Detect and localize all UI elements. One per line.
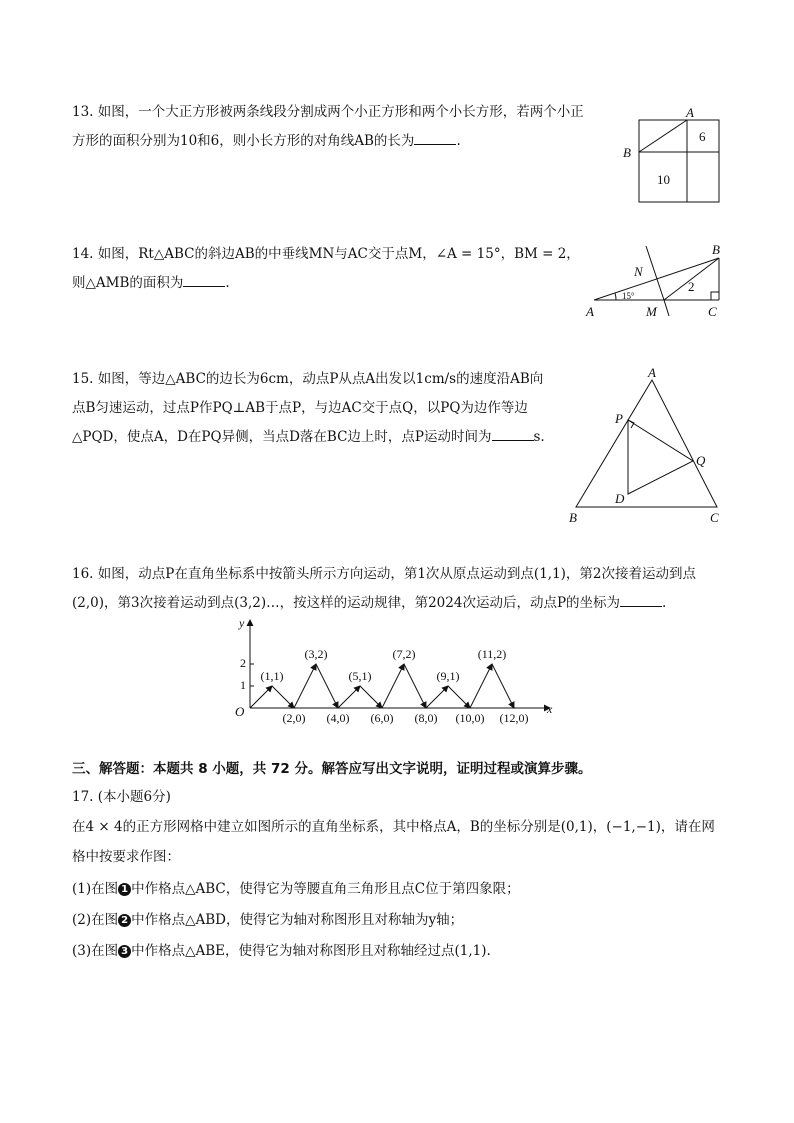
q14-line2 (72, 269, 592, 298)
q14-text (72, 240, 592, 298)
q16-point-label-4: (4,0) (326, 711, 350, 725)
q16-move-segment-1 (250, 686, 272, 708)
q17-item1-a: (1)在图 (72, 881, 119, 897)
q16-line2 (72, 589, 772, 618)
q16-chart (225, 615, 565, 725)
q14-label-a: A (586, 304, 594, 319)
q14-line1: 14. 如图，Rt△ABC的斜边AB的中垂线MN与AC交于点M，∠A = 15°，BM = 2， (72, 246, 580, 262)
q17-item2-a: (2)在图 (72, 912, 119, 928)
q16-point-label-1: (1,1) (260, 669, 284, 683)
q16-point-label-3: (3,2) (304, 647, 328, 661)
q15-text (72, 365, 572, 452)
q14-label-n: N (634, 264, 643, 279)
q15-figure (565, 365, 735, 530)
q15-line3-text: △PQD，使点A，D在PQ异侧，当点D落在BC边上时，点P运动时间为 (72, 429, 492, 445)
q17-line1: 在4 × 4的正方形网格中建立如图所示的直角坐标系，其中格点A，B的坐标分别是(0,1)，(−1,−1)，请在网 (72, 819, 715, 835)
q16-move-segment-7 (382, 664, 404, 708)
q15-line3 (72, 423, 572, 452)
q14-label-bm: 2 (688, 279, 695, 294)
q13-text (72, 98, 612, 156)
q15-label-b: B (569, 510, 577, 525)
q16-move-segment-2 (272, 686, 294, 708)
q15-label-p: P (615, 411, 623, 426)
q13-figure (620, 102, 720, 212)
q13-line2-text: 方形的面积分别为10和6，则小长方形的对角线AB的长为 (72, 133, 415, 149)
q17-item2-b: 中作格点△ABD，使得它为轴对称图形且对称轴为y轴； (131, 912, 464, 928)
q14-line2-text: 则△AMB的面积为 (72, 275, 184, 291)
q17-line2: 格中按要求作图： (72, 849, 180, 865)
q13-end: . (456, 133, 461, 149)
q16-move-segment-11 (470, 664, 492, 708)
q17-fig3-marker: 3 (118, 945, 131, 958)
q14-label-angle: 15° (622, 291, 635, 301)
q13-line1: 13. 如图，一个大正方形被两条线段分割成两个小正方形和两个小长方形，若两个小正 (72, 104, 584, 120)
q14-label-c: C (708, 304, 717, 319)
q15-label-q: Q (696, 453, 706, 468)
q16-y-axis-label: y (239, 616, 245, 630)
q16-move-segment-10 (448, 686, 470, 708)
q14-mn-line (646, 246, 664, 300)
q14-figure (582, 242, 732, 322)
q16-line1: 16. 如图，动点P在直角坐标系中按箭头所示方向运动，第1次从原点运动到点(1,1)，第2次接着运动到点 (72, 566, 697, 582)
q15-label-a: A (648, 365, 656, 380)
q16-line2-text: (2,0)，第3次接着运动到点(3,2)…，按这样的运动规律，第2024次运动后，动点P的坐标为 (72, 595, 621, 611)
q16-point-label-6: (6,0) (370, 711, 394, 725)
q13-diagonal-ab (639, 120, 687, 152)
q16-point-label-7: (7,2) (392, 647, 416, 661)
q14-label-b: B (712, 242, 720, 257)
q15-answer-blank[interactable] (492, 426, 534, 441)
q13-label-b: B (623, 145, 631, 160)
q13-answer-blank[interactable] (414, 130, 456, 145)
q15-triangle-pqd (628, 420, 693, 494)
q16-y-tick-2: 2 (240, 656, 246, 670)
q13-label-large-area: 10 (657, 172, 670, 187)
q17-fig1-marker: 1 (118, 883, 131, 896)
q17-item1 (72, 879, 520, 899)
q15-label-d: D (615, 491, 625, 506)
q16-answer-blank[interactable] (620, 592, 662, 607)
q15-triangle-abc (576, 380, 717, 507)
q16-point-label-2: (2,0) (282, 711, 306, 725)
q15-right-angle (628, 420, 634, 428)
q16-move-segment-12 (492, 664, 514, 708)
q16-point-label-12: (12,0) (499, 711, 529, 725)
q17-item3-a: (3)在图 (72, 943, 119, 959)
q14-right-angle (711, 292, 719, 300)
q14-end: . (225, 275, 230, 291)
q16-text (72, 560, 772, 618)
q17-fig2-marker: 2 (118, 914, 131, 927)
section-3-heading: 三、解答题：本题共 8 小题，共 72 分。解答应写出文字说明，证明过程或演算步骤。 (72, 761, 592, 777)
q16-x-axis-label: x (547, 702, 553, 716)
q15-line1: 15. 如图，等边△ABC的边长为6cm，动点P从点A出发以1cm/s的速度沿AB向 (72, 371, 544, 387)
q17-item3 (72, 941, 491, 961)
q16-point-label-5: (5,1) (348, 669, 372, 683)
q16-point-label-10: (10,0) (455, 711, 485, 725)
q16-move-segment-3 (294, 664, 316, 708)
q13-line2 (72, 127, 612, 156)
q17-title: 17. (本小题6分) (72, 789, 171, 805)
q15-label-c: C (710, 510, 719, 525)
q16-move-segment-9 (426, 686, 448, 708)
q14-answer-blank[interactable] (183, 272, 225, 287)
q16-move-segment-4 (316, 664, 338, 708)
q16-move-segment-6 (360, 686, 382, 708)
q16-origin-label: O (235, 704, 245, 719)
q17-item1-b: 中作格点△ABC，使得它为等腰直角三角形且点C位于第四象限； (131, 881, 520, 897)
q16-end: . (662, 595, 667, 611)
q16-point-label-11: (11,2) (477, 647, 507, 661)
q17-item3-b: 中作格点△ABE，使得它为轴对称图形且对称轴经过点(1,1). (131, 943, 491, 959)
q16-axes (235, 616, 553, 719)
q13-label-a: A (686, 105, 694, 120)
q15-line2: 点B匀速运动，过点P作PQ⊥AB于点P，与边AC交于点Q，以PQ为边作等边 (72, 400, 528, 416)
q17-item2 (72, 910, 463, 930)
q14-label-m: M (646, 304, 657, 319)
q16-point-label-9: (9,1) (436, 669, 460, 683)
q13-label-small-area: 6 (699, 129, 706, 144)
q16-y-tick-1: 1 (240, 678, 246, 692)
q15-end: s. (533, 429, 545, 445)
q16-move-segment-5 (338, 686, 360, 708)
q16-point-label-8: (8,0) (414, 711, 438, 725)
q16-move-segment-8 (404, 664, 426, 708)
